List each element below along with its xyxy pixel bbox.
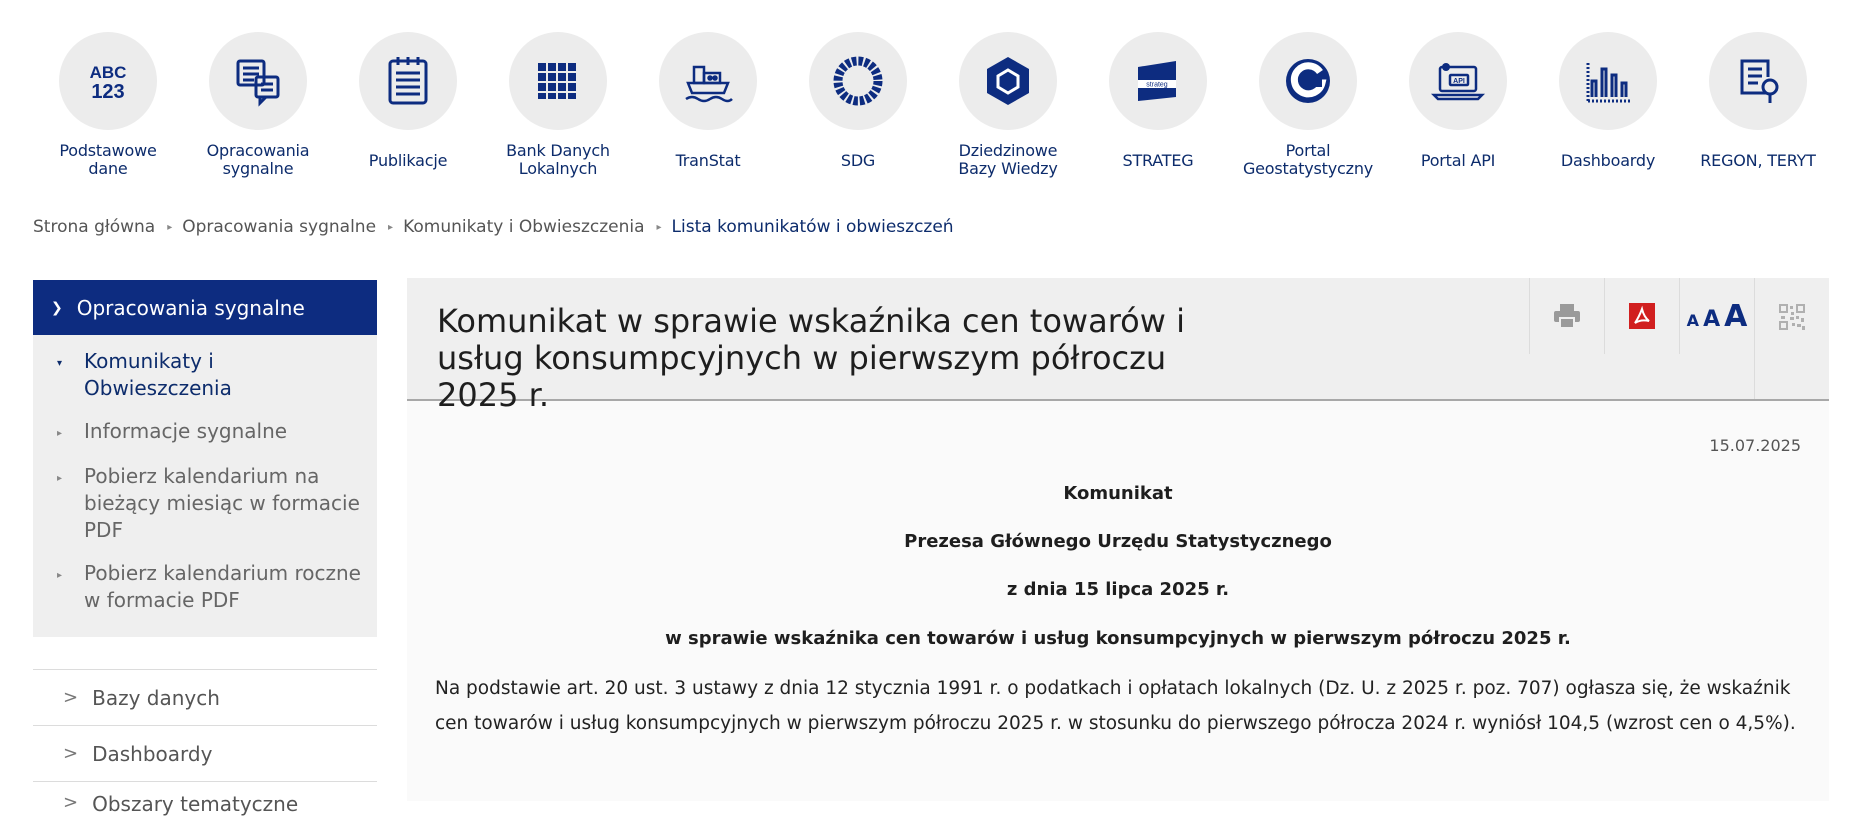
breadcrumb-separator-icon: ▸: [167, 221, 173, 233]
triangle-down-icon: ▾: [57, 358, 63, 369]
font-size-control: [1687, 299, 1748, 334]
hexagon-knowledge-icon: [959, 32, 1057, 130]
sidebar-item-label: Obszary tematyczne: [92, 792, 299, 816]
triangle-right-icon: ▸: [57, 428, 63, 439]
pdf-icon: [1629, 303, 1655, 329]
svg-text:ABC: ABC: [89, 63, 127, 82]
signal-reports-icon: [209, 32, 307, 130]
nav-label: Publikacje: [368, 151, 448, 170]
nav-item-opracowania-sygnalne[interactable]: [183, 32, 333, 178]
nav-item-dashboardy[interactable]: [1533, 32, 1683, 170]
document-search-icon: [1709, 32, 1807, 130]
announcement-subject: w sprawie wskaźnika cen towarów i usług konsumpcyjnych w pierwszym półroczu 2025 r.: [665, 628, 1571, 649]
nav-label: Dziedzinowe Bazy Wiedzy: [958, 141, 1058, 178]
breadcrumb-level1[interactable]: Opracowania sygnalne: [182, 217, 377, 237]
main-content: [407, 278, 1829, 801]
chevron-down-icon: ❯: [51, 299, 63, 316]
sidebar-list: [33, 669, 377, 816]
publication-date: 15.07.2025: [1709, 436, 1801, 455]
ship-icon: [659, 32, 757, 130]
sidebar-subitem-kalendarium-roczne[interactable]: [57, 555, 361, 625]
publication-icon: [359, 32, 457, 130]
strateg-flag-icon: [1109, 32, 1207, 130]
sidebar-item-label: Bazy danych: [92, 685, 220, 710]
article-toolbar: [1529, 278, 1829, 399]
svg-text:strateg: strateg: [1146, 81, 1168, 89]
sidebar-section-label: Opracowania sygnalne: [76, 295, 305, 320]
nav-item-portal-api[interactable]: [1383, 32, 1533, 170]
font-size-switcher[interactable]: [1679, 278, 1754, 354]
triangle-right-icon: ▸: [57, 570, 63, 581]
chevron-right-icon: >: [63, 687, 79, 708]
sidebar-submenu: [33, 335, 377, 637]
sidebar-subitem-informacje-sygnalne[interactable]: [57, 413, 361, 458]
nav-label: Dashboardy: [1560, 151, 1656, 170]
nav-item-regon-teryt[interactable]: [1683, 32, 1833, 170]
breadcrumb-separator-icon: ▸: [656, 221, 662, 233]
breadcrumb-home[interactable]: Strona główna: [33, 217, 156, 237]
announcement-date-line: z dnia 15 lipca 2025 r.: [1006, 579, 1230, 600]
sidebar-subitem-komunikaty[interactable]: [57, 343, 361, 413]
breadcrumb-level2[interactable]: Komunikaty i Obwieszczenia: [403, 217, 645, 237]
nav-item-strateg[interactable]: [1083, 32, 1233, 170]
triangle-right-icon: ▸: [57, 473, 63, 484]
nav-item-publikacje[interactable]: [333, 32, 483, 170]
nav-item-podstawowe-dane[interactable]: [33, 32, 183, 178]
nav-label: Opracowania sygnalne: [206, 141, 310, 178]
bar-chart-icon: [1559, 32, 1657, 130]
font-size-large[interactable]: A: [1724, 298, 1748, 334]
pdf-button[interactable]: [1604, 278, 1679, 354]
nav-item-bank-danych-lokalnych[interactable]: [483, 32, 633, 178]
top-icon-nav: [0, 0, 1858, 200]
svg-text:API: API: [1453, 78, 1465, 85]
print-button[interactable]: [1529, 278, 1604, 354]
breadcrumb-separator-icon: ▸: [388, 221, 394, 233]
chevron-right-icon: >: [63, 792, 79, 813]
breadcrumb-current[interactable]: Lista komunikatów i obwieszczeń: [671, 217, 954, 237]
sidebar-item-bazy-danych[interactable]: [33, 670, 377, 726]
api-laptop-icon: [1409, 32, 1507, 130]
nav-item-dziedzinowe-bazy-wiedzy[interactable]: [933, 32, 1083, 178]
sidebar-item-label: Dashboardy: [92, 741, 213, 766]
nav-label: REGON, TERYT: [1700, 151, 1816, 170]
announcement-body: [435, 483, 1801, 741]
abc-123-icon: [59, 32, 157, 130]
nav-label: Portal Geostatystyczny: [1242, 141, 1374, 178]
qr-code-icon: [1779, 304, 1805, 330]
printer-icon: [1554, 304, 1580, 328]
font-size-medium[interactable]: A: [1703, 306, 1721, 332]
nav-label: TranStat: [675, 151, 741, 170]
grid-database-icon: [509, 32, 607, 130]
article-header: [407, 278, 1829, 414]
nav-label: Podstawowe dane: [59, 141, 157, 178]
nav-label: Portal API: [1420, 151, 1496, 170]
nav-item-sdg[interactable]: [783, 32, 933, 170]
nav-label: SDG: [840, 151, 876, 170]
announcement-paragraph: Na podstawie art. 20 ust. 3 ustawy z dnia 12 stycznia 1991 r. o podatkach i opłatach lokalnych (Dz. U. z 2025 r. poz. 707) ogłasza się, że wskaźnik cen towarów i usług konsumpcyjnych w pierwszym półroczu 2025 r. w stosunku do pierwszego półrocza 2024 r. wyniósł 104,5 (wzrost cen o 4,5%).: [435, 678, 1796, 734]
nav-label: Bank Danych Lokalnych: [506, 141, 610, 178]
qr-code-button[interactable]: [1754, 278, 1829, 399]
sidebar-subitem-label: Komunikaty i Obwieszczenia: [84, 349, 232, 400]
sidebar-section-opracowania-sygnalne[interactable]: [33, 280, 377, 335]
sdg-wheel-icon: [809, 32, 907, 130]
sidebar-subitem-label: Pobierz kalendarium na bieżący miesiąc w formacie PDF: [84, 464, 360, 542]
breadcrumb: [33, 217, 954, 237]
announcement-heading: Komunikat: [1063, 483, 1173, 504]
sidebar-subitem-label: Informacje sygnalne: [84, 419, 288, 443]
chevron-right-icon: >: [63, 743, 79, 764]
svg-text:123: 123: [91, 81, 125, 103]
font-size-small[interactable]: A: [1686, 310, 1700, 330]
sidebar-item-obszary-tematyczne[interactable]: [33, 782, 377, 816]
nav-label: STRATEG: [1122, 151, 1194, 170]
nav-item-transtat[interactable]: [633, 32, 783, 170]
sidebar-subitem-kalendarium-miesiac[interactable]: [57, 458, 361, 555]
sidebar-item-dashboardy[interactable]: [33, 726, 377, 782]
nav-item-portal-geostatystyczny[interactable]: [1233, 32, 1383, 178]
geostat-g-icon: [1259, 32, 1357, 130]
sidebar-subitem-label: Pobierz kalendarium roczne w formacie PDF: [84, 561, 361, 612]
sidebar: [33, 280, 377, 816]
page-title: Komunikat w sprawie wskaźnika cen towarów i usług konsumpcyjnych w pierwszym półroczu 2025 r.: [437, 302, 1185, 414]
announcement-issuer: Prezesa Głównego Urzędu Statystycznego: [904, 531, 1332, 552]
